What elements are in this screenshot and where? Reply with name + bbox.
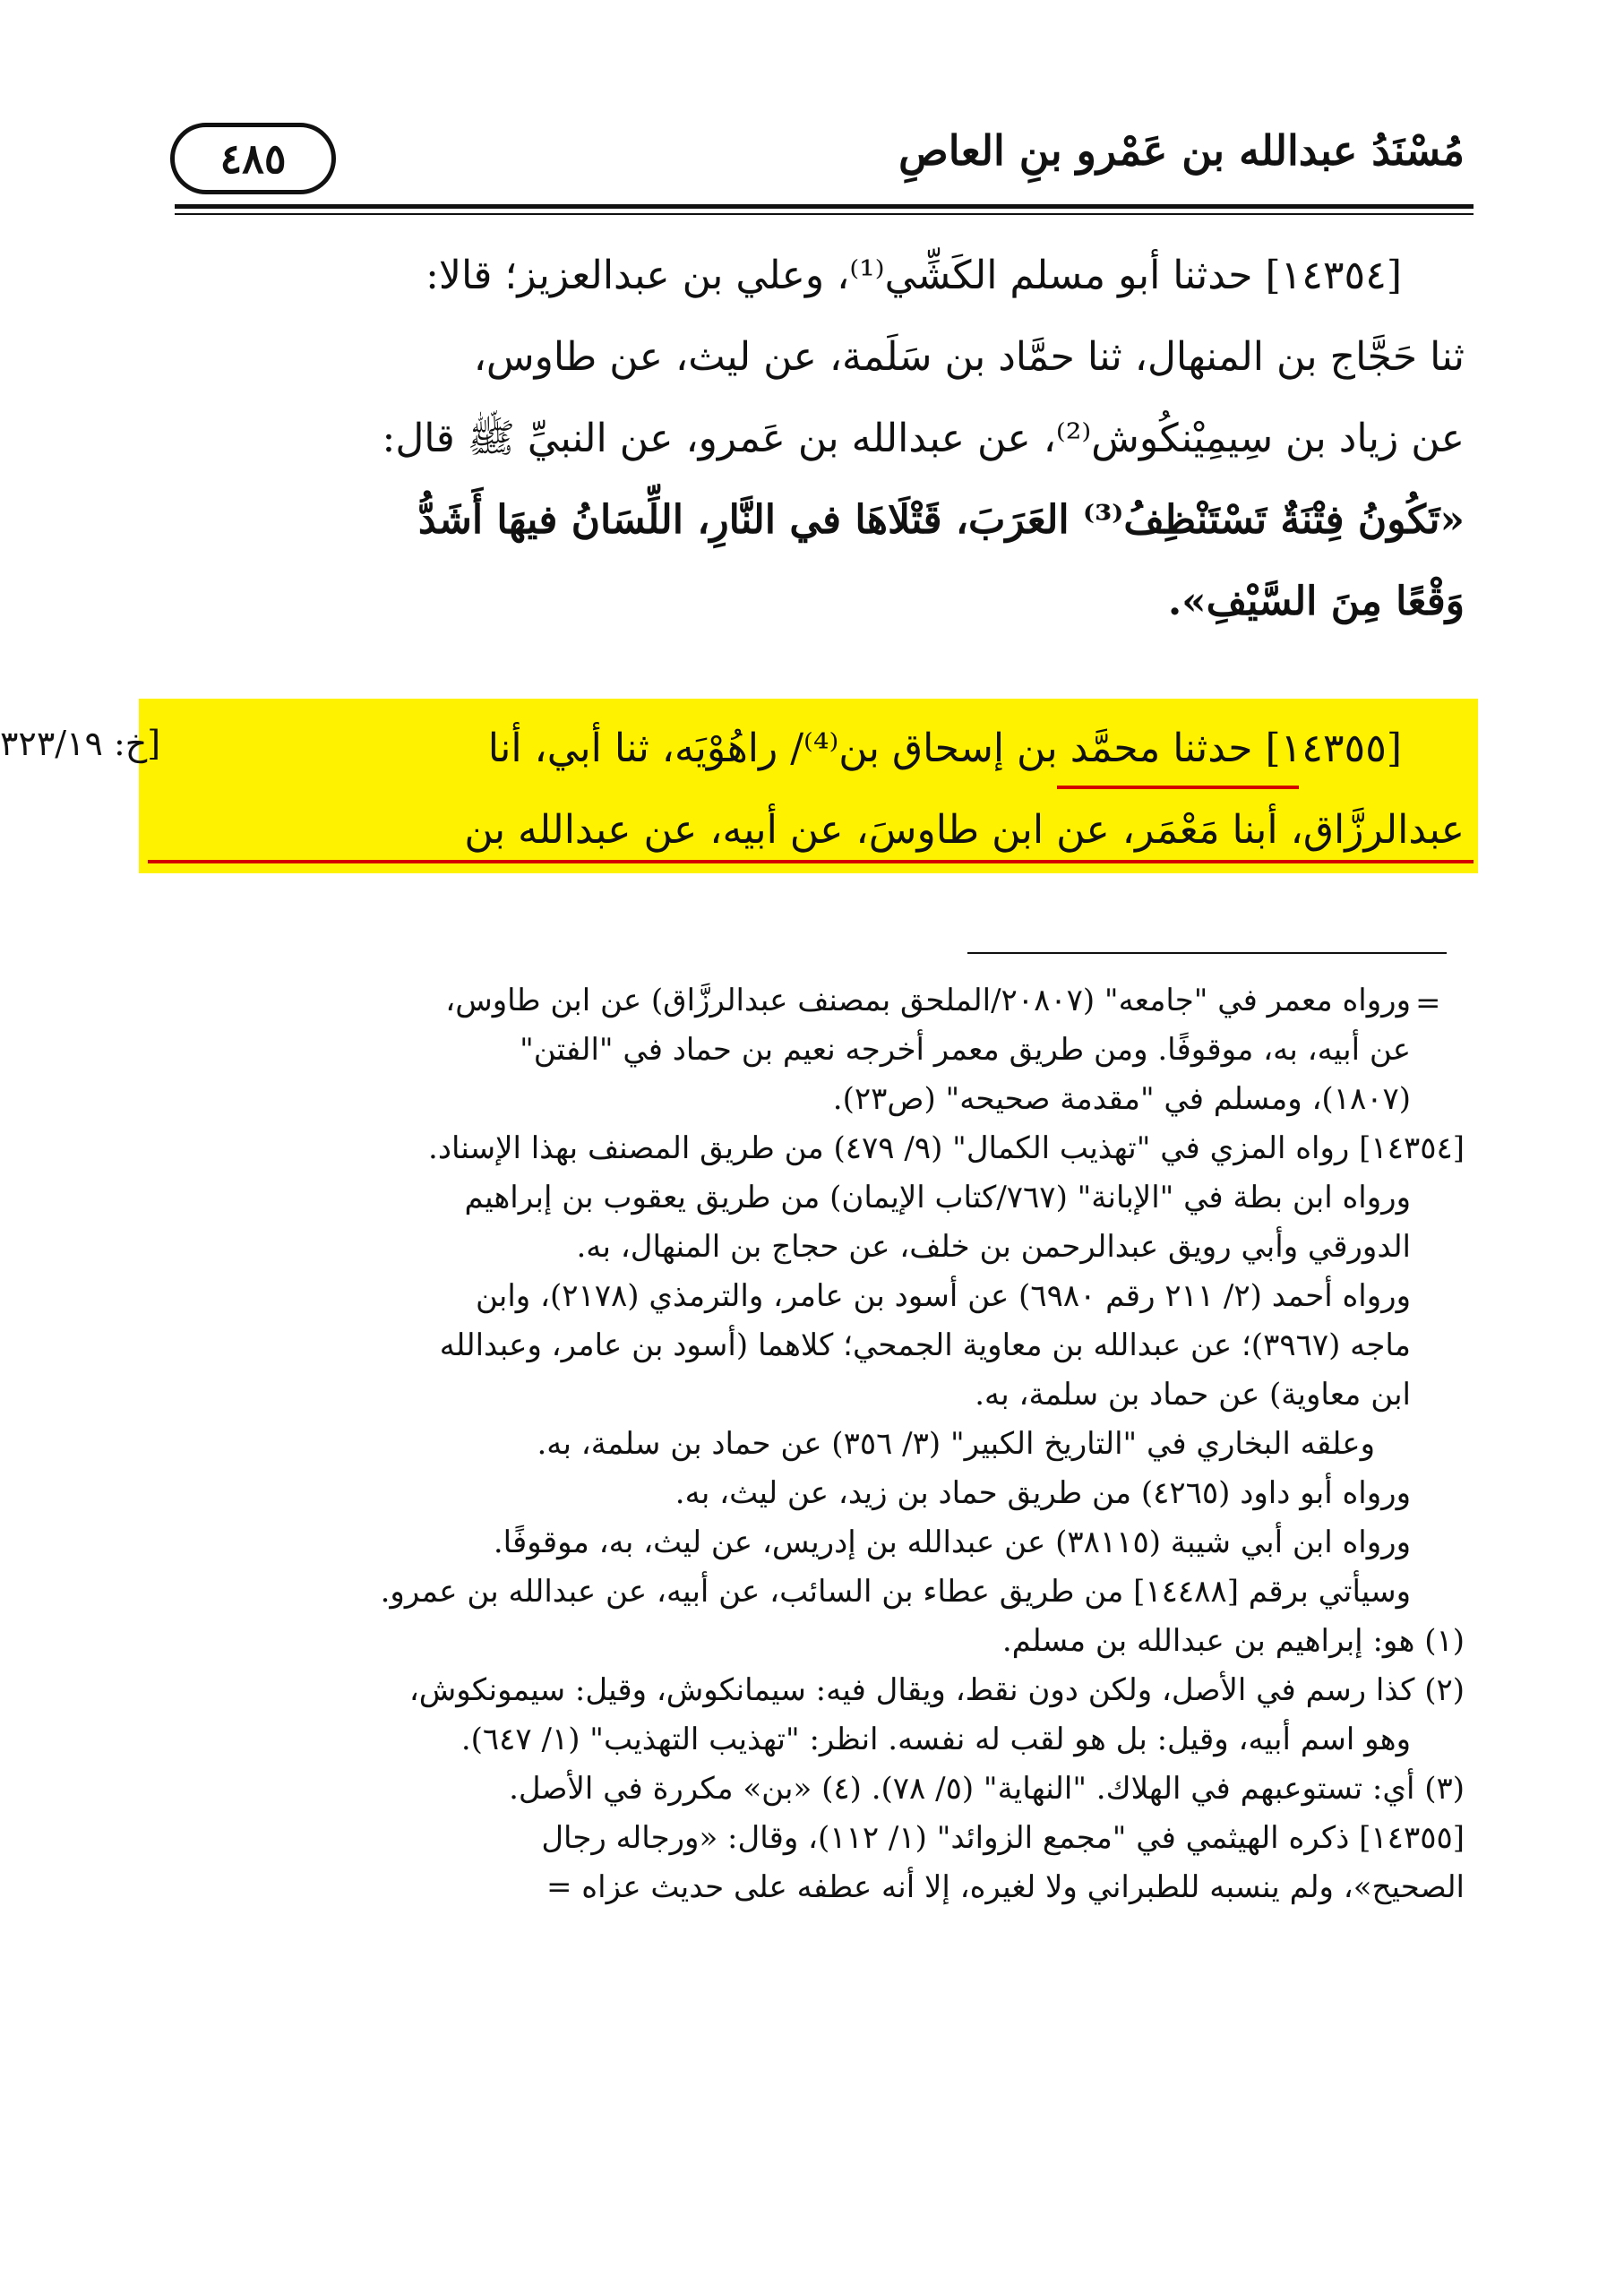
hadith-text: «تَكُونُ فِتْنَةٌ تَسْتَنْظِفُ⁽³⁾ العَرَبَ، قَتْلَاهَا في النَّارِ، اللِّسَانُ فيهَا أَشَدُّ (417, 497, 1465, 543)
footnotes-section (170, 976, 1465, 1912)
footnote-line: (١٨٠٧)، ومسلم في "مقدمة صحيحه" (ص٢٣). (832, 1081, 1411, 1117)
footnote-line: ورواه ابن بطة في "الإبانة" (٧٦٧/كتاب الإيمان) من طريق يعقوب بن إبراهيم (464, 1180, 1411, 1215)
footnote-line: (٣) أي: تستوعبهم في الهلاك. "النهاية" (٥/ ٧٨). (٤) «بن» مكررة في الأصل. (509, 1771, 1465, 1807)
footnote-separator (967, 952, 1447, 954)
entry-line: [١٤٣٥٥] حدثنا محمَّد بن إسحاق بن⁽⁴⁾/ راهُوْيَه، ثنا أبي، أنا (487, 726, 1402, 771)
footnote-line: (٢) كذا رسم في الأصل، ولكن دون نقط، ويقال فيه: سيمانكوش، وقيل: سيمونكوش، (408, 1672, 1465, 1708)
footnote-line: عن أبيه، به، موقوفًا. ومن طريق معمر أخرجه نعيم بن حماد في "الفتن" (520, 1032, 1411, 1068)
entry-line: [١٤٣٥٤] حدثنا أبو مسلم الكَشِّي⁽¹⁾، وعلي بن عبدالعزيز؛ قالا: (425, 253, 1402, 298)
footnote-line: وسيأتي برقم [١٤٤٨٨] من طريق عطاء بن السائب، عن أبيه، عن عبدالله بن عمرو. (380, 1574, 1411, 1610)
margin-manuscript-reference: [خ: ٣٢٣/١٩ (0, 724, 161, 763)
footnote-line: ماجه (٣٩٦٧)؛ عن عبدالله بن معاوية الجمحي؛ كلاهما (أسود بن عامر، وعبدالله (439, 1327, 1411, 1363)
footnote-line: وهو اسم أبيه، وقيل: بل هو لقب له نفسه. انظر: "تهذيب التهذيب" (١/ ٦٤٧). (460, 1722, 1411, 1757)
footnote-line: وعلقه البخاري في "التاريخ الكبير" (٣/ ٣٥٦) عن حماد بن سلمة، به. (537, 1426, 1375, 1462)
hadith-entry-14354 (170, 235, 1465, 642)
footnote-line: ورواه ابن أبي شيبة (٣٨١١٥) عن عبدالله بن إدريس، عن ليث، به، موقوفًا. (493, 1524, 1411, 1560)
page-header (152, 112, 1474, 197)
entry-line: ثنا حَجَّاج بن المنهال، ثنا حمَّاد بن سَلَمة، عن ليث، عن طاوس، (473, 334, 1465, 380)
footnote-line: الصحيح»، ولم ينسبه للطبراني ولا لغيره، إلا أنه عطفه على حديث عزاه = (546, 1869, 1465, 1905)
header-rule-thin (175, 213, 1474, 215)
hadith-entry-14355 (170, 708, 1465, 871)
running-title: مُسْنَدُ عبدالله بن عَمْرو بنِ العاصِ (898, 126, 1465, 175)
footnote-line: ورواه معمر في "جامعه" (٢٠٨٠٧/الملحق بمصنف عبدالرزَّاق) عن ابن طاوس، (445, 983, 1411, 1018)
footnote-line: الدورقي وأبي رويق عبدالرحمن بن خلف، عن حجاج بن المنهال، به. (576, 1229, 1411, 1265)
entry-line: عبدالرزَّاق، أبنا مَعْمَر، عن ابن طاوسَ، عن أبيه، عن عبدالله بن (464, 807, 1465, 853)
page-number: ٤٨٥ (170, 123, 336, 194)
footnote-line: ورواه أبو داود (٤٢٦٥) من طريق حماد بن زيد، عن ليث، به. (675, 1475, 1411, 1511)
footnote-line: ابن معاوية) عن حماد بن سلمة، به. (975, 1377, 1411, 1413)
footnote-line: (١) هو: إبراهيم بن عبدالله بن مسلم. (1001, 1623, 1465, 1659)
footnote-line: [١٤٣٥٤] رواه المزي في "تهذيب الكمال" (٩/ ٤٧٩) من طريق المصنف بهذا الإسناد. (428, 1130, 1465, 1166)
footnote-line: ورواه أحمد (٢/ ٢١١ رقم ٦٩٨٠) عن أسود بن عامر، والترمذي (٢١٧٨)، وابن (475, 1278, 1411, 1314)
continuation-mark: = (1415, 985, 1441, 1021)
entry-line: عن زياد بن سِيمِيْنكُوش⁽²⁾، عن عبدالله بن عَمرو، عن النبيِّ ﷺ قال: (382, 416, 1465, 461)
footnote-line: [١٤٣٥٥] ذكره الهيثمي في "مجمع الزوائد" (١/ ١١٢)، وقال: «ورجاله رجال (541, 1820, 1465, 1856)
hadith-text: وَقْعًا مِنَ السَّيْفِ». (1167, 579, 1465, 624)
header-rule-thick (175, 204, 1474, 209)
